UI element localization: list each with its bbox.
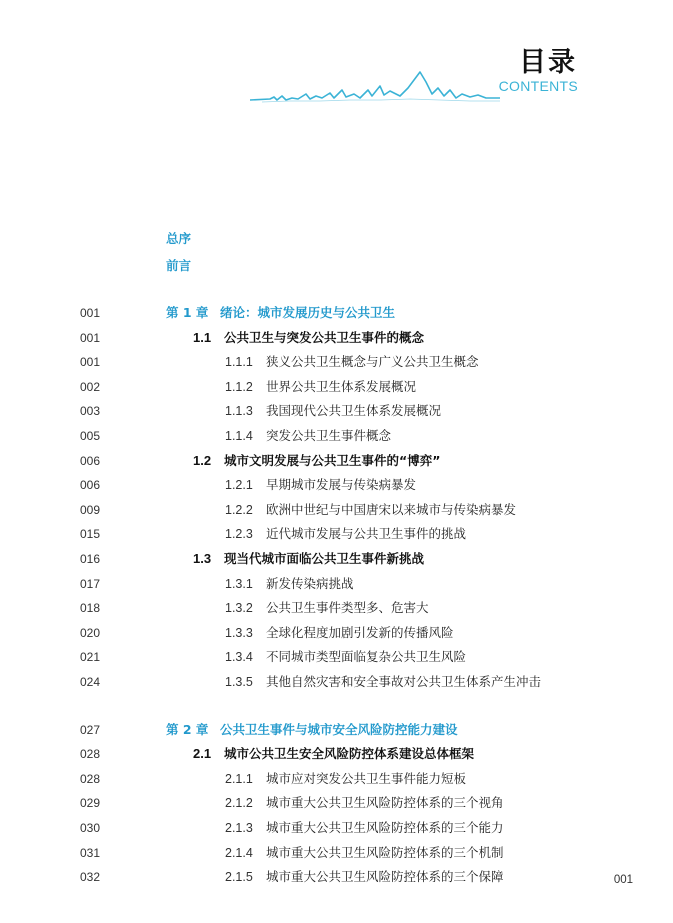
toc-entry-title: 城市应对突发公共卫生事件能力短板	[266, 771, 467, 786]
toc-entry-title: 公共卫生事件与城市安全风险防控能力建设	[220, 722, 458, 737]
toc-entry-number: 1.2.1	[225, 478, 253, 492]
toc-sub-row[interactable]	[0, 525, 673, 543]
toc-section-row[interactable]	[0, 745, 673, 763]
toc-entry-title: 世界公共卫生体系发展概况	[266, 379, 417, 394]
toc-prelim-title: 总序	[166, 231, 192, 246]
toc-entry-title: 早期城市发展与传染病暴发	[266, 477, 417, 492]
toc-entry-number: 1.1.1	[225, 355, 253, 369]
toc-sub-row[interactable]	[0, 575, 673, 593]
toc-page-number: 006	[80, 478, 101, 492]
toc-entry-number: 1.3	[193, 551, 212, 566]
toc-entry-number: 1.1.3	[225, 404, 253, 418]
toc-page-number: 001	[80, 331, 101, 345]
toc-entry-title: 城市重大公共卫生风险防控体系的三个保障	[266, 869, 504, 884]
toc-page-number: 005	[80, 429, 101, 443]
toc-sub-row[interactable]	[0, 378, 673, 396]
toc-entry-title: 城市文明发展与公共卫生事件的“博弈”	[224, 453, 441, 468]
toc-sub-row[interactable]	[0, 402, 673, 420]
toc-entry-number: 1.1.2	[225, 380, 253, 394]
toc-sub-row[interactable]	[0, 868, 673, 886]
toc-page-number: 032	[80, 870, 101, 884]
toc-entry-title: 欧洲中世纪与中国唐宋以来城市与传染病暴发	[266, 502, 517, 517]
toc-page-number: 016	[80, 552, 101, 566]
toc-entry-number: 2.1.5	[225, 870, 253, 884]
toc-entry-number: 2.1.1	[225, 772, 253, 786]
toc-sub-row[interactable]	[0, 648, 673, 666]
toc-entry-title: 绪论：城市发展历史与公共卫生	[220, 305, 396, 320]
toc-page-number: 003	[80, 404, 101, 418]
toc-page-number: 018	[80, 601, 101, 615]
toc-entry-number: 1.3.4	[225, 650, 253, 664]
toc-entry-number: 2.1.4	[225, 846, 253, 860]
toc-page-number: 024	[80, 675, 101, 689]
toc-entry-title: 突发公共卫生事件概念	[266, 428, 392, 443]
toc-entry-number: 1.1.4	[225, 429, 253, 443]
toc-page-number: 017	[80, 577, 101, 591]
toc-sub-row[interactable]	[0, 427, 673, 445]
toc-page-number: 029	[80, 796, 101, 810]
toc-entry-number: 1.3.2	[225, 601, 253, 615]
toc-entry-number: 1.1	[193, 330, 212, 345]
toc-entry-number: 第 2 章	[166, 722, 209, 737]
toc-prelim-item[interactable]	[0, 257, 673, 275]
toc-entry-title: 城市重大公共卫生风险防控体系的三个视角	[266, 795, 504, 810]
toc-entry-title: 城市重大公共卫生风险防控体系的三个机制	[266, 845, 504, 860]
toc-entry-title: 现当代城市面临公共卫生事件新挑战	[224, 551, 425, 566]
toc-chapter-row[interactable]	[0, 721, 673, 739]
toc-entry-number: 1.2	[193, 453, 212, 468]
toc-page-number: 020	[80, 626, 101, 640]
toc-page-number: 028	[80, 772, 101, 786]
toc-entry-title: 公共卫生与突发公共卫生事件的概念	[224, 330, 425, 345]
page-subtitle: CONTENTS	[498, 78, 578, 94]
toc-page-number: 030	[80, 821, 101, 835]
toc-entry-number: 1.2.2	[225, 503, 253, 517]
toc-entry-number: 1.2.3	[225, 527, 253, 541]
toc-sub-row[interactable]	[0, 501, 673, 519]
toc-sub-row[interactable]	[0, 770, 673, 788]
toc-page-number: 002	[80, 380, 101, 394]
toc-section-row[interactable]	[0, 452, 673, 470]
toc-entry-title: 城市重大公共卫生风险防控体系的三个能力	[266, 820, 504, 835]
toc-entry-number: 1.3.1	[225, 577, 253, 591]
toc-entry-number: 2.1.2	[225, 796, 253, 810]
toc-page-number: 031	[80, 846, 101, 860]
toc-page-number: 006	[80, 454, 101, 468]
toc-sub-row[interactable]	[0, 624, 673, 642]
toc-page-number: 015	[80, 527, 101, 541]
toc-entry-title: 公共卫生事件类型多、危害大	[266, 600, 429, 615]
toc-sub-row[interactable]	[0, 476, 673, 494]
toc-prelim-item[interactable]	[0, 230, 673, 248]
toc-page-number: 009	[80, 503, 101, 517]
toc-chapter-row[interactable]	[0, 304, 673, 322]
toc-sub-row[interactable]	[0, 844, 673, 862]
toc-page-number: 001	[80, 355, 101, 369]
toc-entry-title: 近代城市发展与公共卫生事件的挑战	[266, 526, 467, 541]
toc-sub-row[interactable]	[0, 353, 673, 371]
toc-page-number: 027	[80, 723, 101, 737]
page-number: 001	[613, 874, 633, 886]
toc-entry-number: 第 1 章	[166, 305, 209, 320]
toc-entry-number: 1.3.5	[225, 675, 253, 689]
waveform-decoration-icon	[250, 60, 500, 104]
toc-entry-title: 狭义公共卫生概念与广义公共卫生概念	[266, 354, 479, 369]
page-title: 目录	[519, 47, 577, 78]
toc-sub-row[interactable]	[0, 794, 673, 812]
toc-section-row[interactable]	[0, 329, 673, 347]
toc-entry-number: 2.1.3	[225, 821, 253, 835]
toc-entry-title: 不同城市类型面临复杂公共卫生风险	[266, 649, 467, 664]
toc-sub-row[interactable]	[0, 673, 673, 691]
toc-entry-title: 其他自然灾害和安全事故对公共卫生体系产生冲击	[266, 674, 542, 689]
toc-entry-title: 我国现代公共卫生体系发展概况	[266, 403, 442, 418]
toc-page-number: 021	[80, 650, 101, 664]
toc-sub-row[interactable]	[0, 599, 673, 617]
toc-entry-title: 全球化程度加剧引发新的传播风险	[266, 625, 454, 640]
toc-page-number: 001	[80, 306, 101, 320]
toc-entry-title: 城市公共卫生安全风险防控体系建设总体框架	[224, 746, 475, 761]
toc-sub-row[interactable]	[0, 819, 673, 837]
toc-entry-number: 1.3.3	[225, 626, 253, 640]
toc-entry-title: 新发传染病挑战	[266, 576, 354, 591]
toc-section-row[interactable]	[0, 550, 673, 568]
toc-page-number: 028	[80, 747, 101, 761]
toc-entry-number: 2.1	[193, 746, 212, 761]
toc-prelim-title: 前言	[166, 258, 192, 273]
